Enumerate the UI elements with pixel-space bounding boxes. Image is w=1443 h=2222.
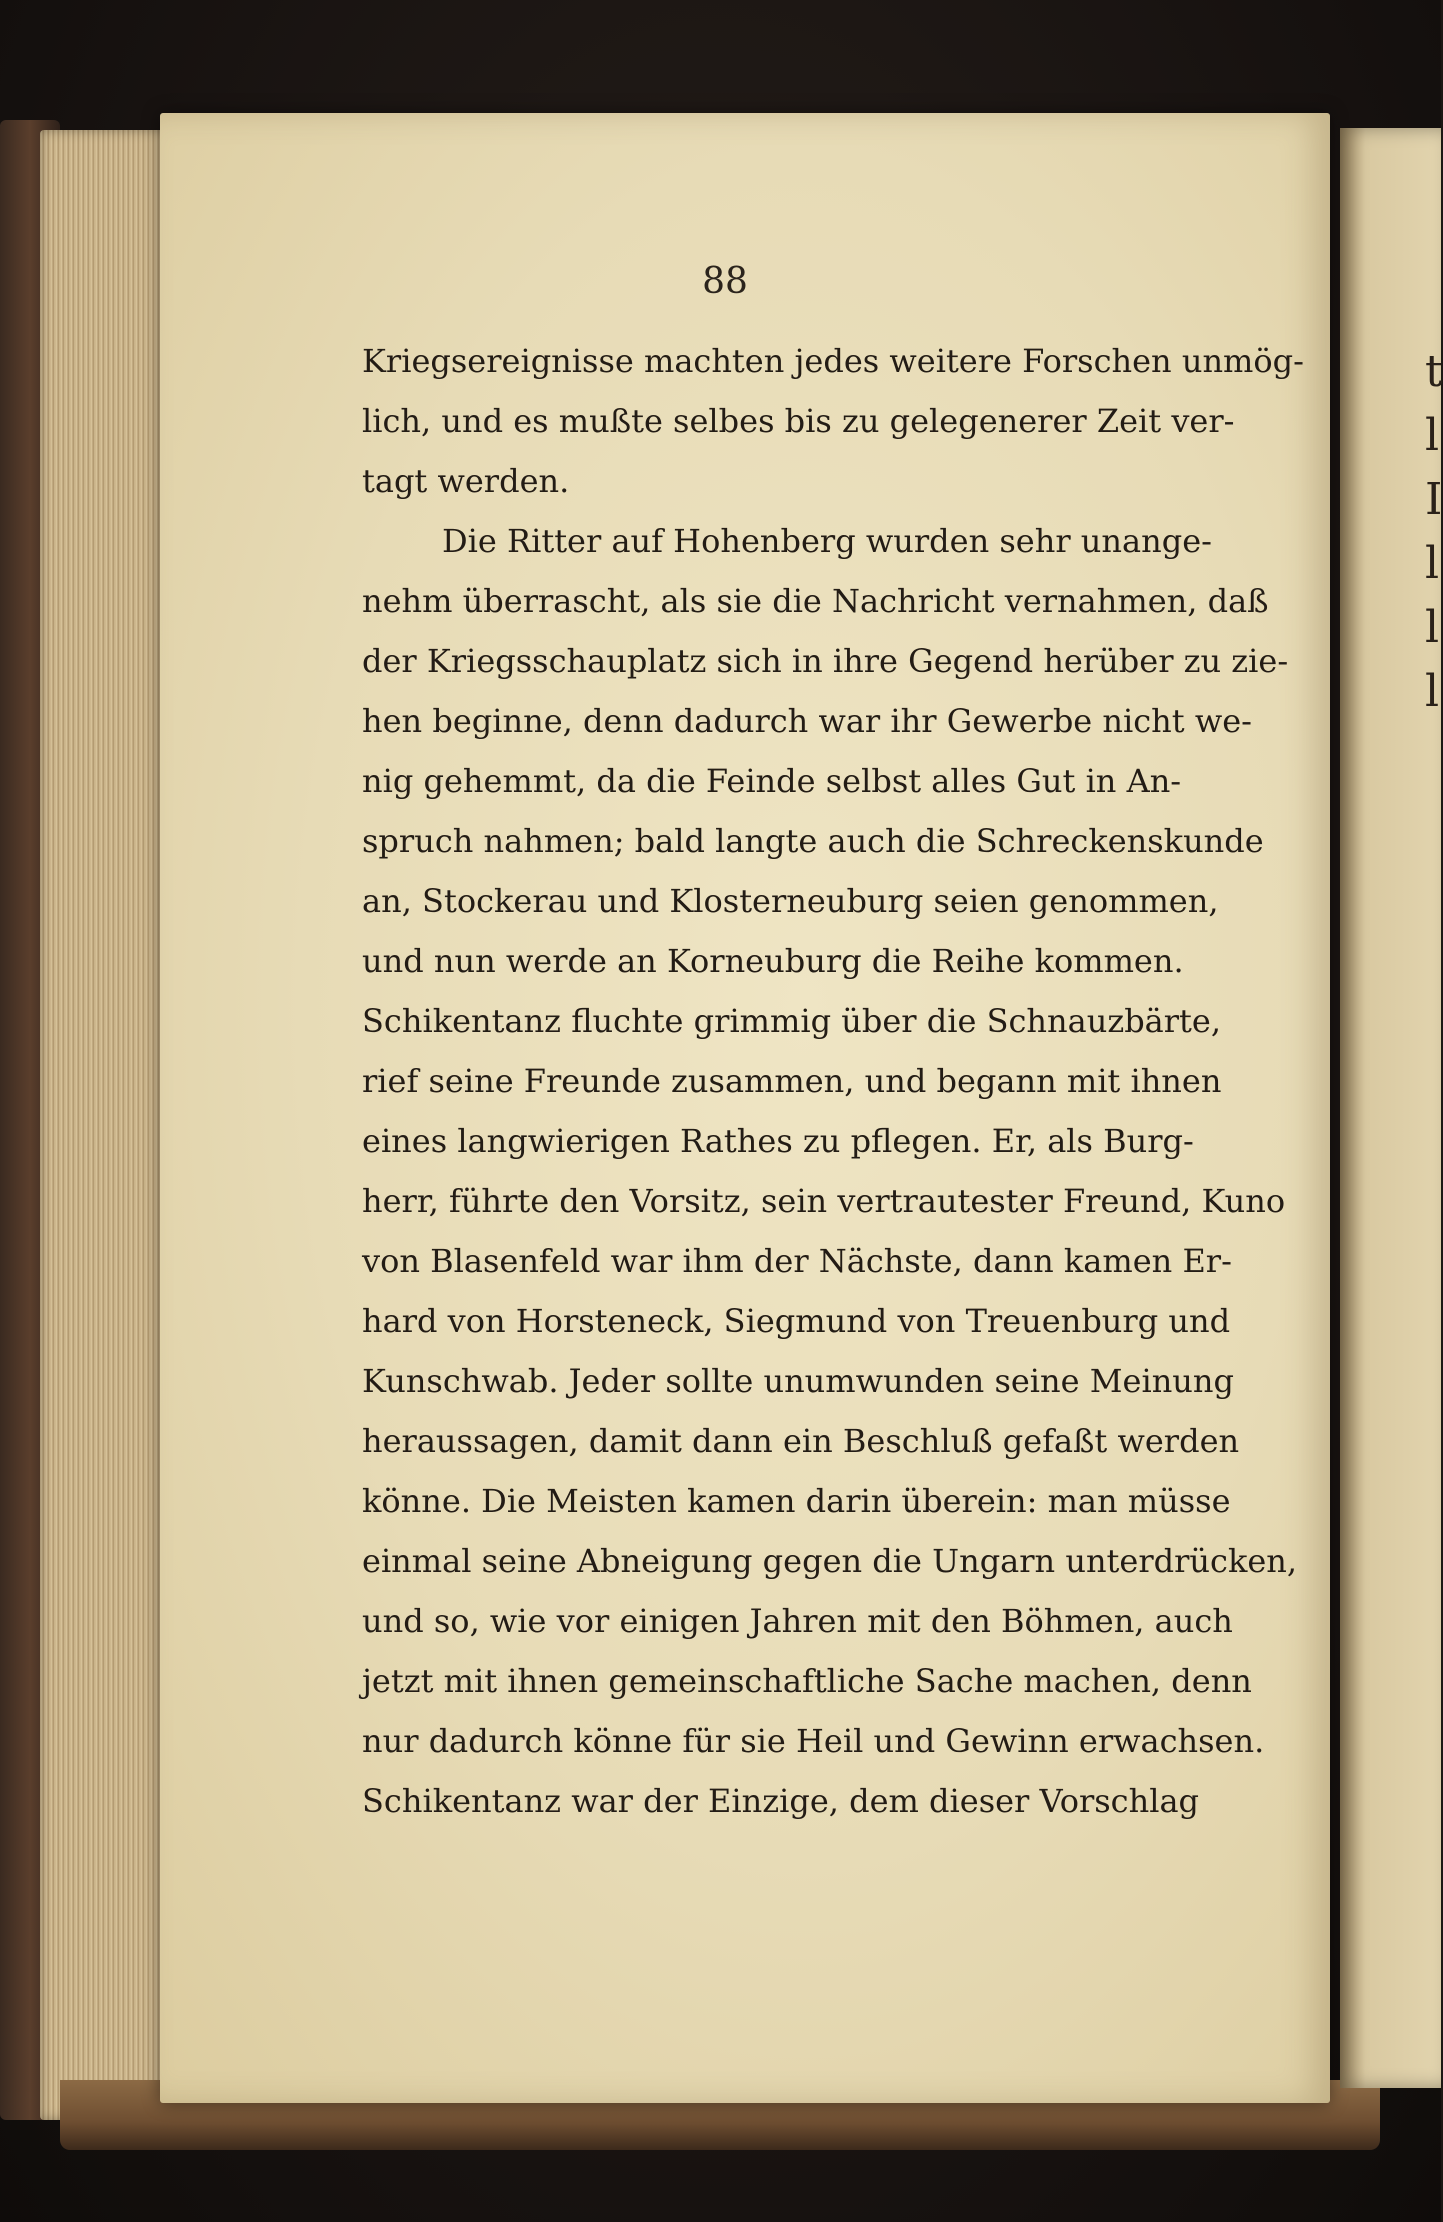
text-line: Die Ritter auf Hohenberg wurden sehr unange- <box>442 522 1212 560</box>
text-line: einmal seine Abneigung gegen die Ungarn unterdrücken, <box>362 1542 1298 1580</box>
text-line: hard von Horsteneck, Siegmund von Treuenburg und <box>362 1302 1231 1340</box>
text-line: jetzt mit ihnen gemeinschaftliche Sache machen, denn <box>362 1662 1252 1700</box>
edge-mark: l <box>1425 410 1440 461</box>
page-number: 88 <box>702 261 748 302</box>
edge-mark: t <box>1425 346 1443 397</box>
text-line: der Kriegsschauplatz sich in ihre Gegend herüber zu zie- <box>362 642 1289 680</box>
text-line: von Blasenfeld war ihm der Nächste, dann kamen Er- <box>362 1242 1232 1280</box>
page-stack-edge <box>40 130 170 2120</box>
text-line: lich, und es mußte selbes bis zu gelegenerer Zeit ver- <box>362 402 1235 440</box>
text-line: nehm überrascht, als sie die Nachricht vernahmen, daß <box>362 582 1269 620</box>
text-line: rief seine Freunde zusammen, und begann mit ihnen <box>362 1062 1222 1100</box>
edge-mark: I <box>1425 474 1443 525</box>
text-line: eines langwierigen Rathes zu pflegen. Er, als Burg- <box>362 1122 1194 1160</box>
text-line: nig gehemmt, da die Feinde selbst alles Gut in An- <box>362 762 1182 800</box>
page-text <box>362 331 1304 1831</box>
text-line: könne. Die Meisten kamen darin überein: man müsse <box>362 1482 1231 1520</box>
text-line: herr, führte den Vorsitz, sein vertrautester Freund, Kuno <box>362 1182 1286 1220</box>
facing-page-edge-text <box>1425 340 1441 724</box>
book-page <box>160 113 1330 2103</box>
edge-mark: l <box>1425 538 1440 589</box>
text-line: Kunschwab. Jeder sollte unumwunden seine Meinung <box>362 1362 1234 1400</box>
text-line: nur dadurch könne für sie Heil und Gewinn erwachsen. <box>362 1722 1265 1760</box>
text-line: an, Stockerau und Klosterneuburg seien genommen, <box>362 882 1219 920</box>
text-line: tagt werden. <box>362 462 570 500</box>
text-line: Schikentanz fluchte grimmig über die Schnauzbärte, <box>362 1002 1222 1040</box>
text-line: Kriegsereignisse machten jedes weitere Forschen unmög- <box>362 342 1304 380</box>
text-line: hen beginne, denn dadurch war ihr Gewerbe nicht we- <box>362 702 1252 740</box>
edge-mark: l <box>1425 602 1440 653</box>
text-line: spruch nahmen; bald langte auch die Schreckenskunde <box>362 822 1264 860</box>
edge-mark: l <box>1425 666 1440 717</box>
text-line: und so, wie vor einigen Jahren mit den Böhmen, auch <box>362 1602 1233 1640</box>
text-line: Schikentanz war der Einzige, dem dieser Vorschlag <box>362 1782 1199 1820</box>
text-line: heraussagen, damit dann ein Beschluß gefaßt werden <box>362 1422 1240 1460</box>
text-line: und nun werde an Korneuburg die Reihe kommen. <box>362 942 1184 980</box>
